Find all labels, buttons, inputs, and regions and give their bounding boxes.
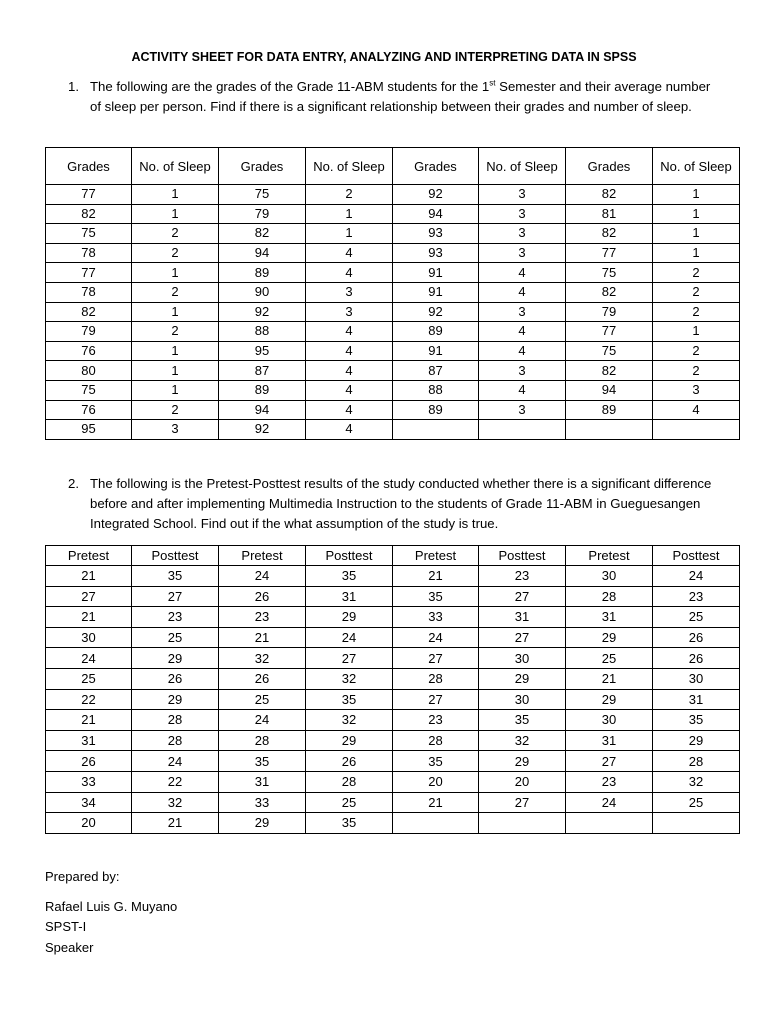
table-cell: 87 bbox=[393, 361, 479, 381]
table-cell: 79 bbox=[219, 204, 306, 224]
table-cell: 22 bbox=[46, 689, 132, 710]
table-row bbox=[46, 792, 740, 813]
column-header: Grades bbox=[46, 148, 132, 185]
table-cell: 25 bbox=[566, 648, 653, 669]
table-cell: 31 bbox=[566, 607, 653, 628]
table-cell: 87 bbox=[219, 361, 306, 381]
table-cell: 21 bbox=[46, 607, 132, 628]
table-row bbox=[46, 185, 740, 205]
table-cell: 2 bbox=[653, 282, 740, 302]
table-cell: 25 bbox=[653, 792, 740, 813]
table-cell: 81 bbox=[566, 204, 653, 224]
table-cell: 35 bbox=[306, 689, 393, 710]
table-cell: 94 bbox=[219, 243, 306, 263]
table-cell: 29 bbox=[219, 813, 306, 834]
table-cell: 26 bbox=[653, 648, 740, 669]
preparer-name: Rafael Luis G. Muyano bbox=[45, 899, 178, 914]
table-cell: 2 bbox=[653, 263, 740, 283]
table-cell: 1 bbox=[132, 263, 219, 283]
table-cell: 25 bbox=[306, 792, 393, 813]
table-cell: 25 bbox=[653, 607, 740, 628]
table-cell: 21 bbox=[46, 566, 132, 587]
table-cell: 23 bbox=[393, 710, 479, 731]
table-cell: 25 bbox=[219, 689, 306, 710]
table-cell: 32 bbox=[306, 668, 393, 689]
table-row bbox=[46, 224, 740, 244]
table-cell: 1 bbox=[653, 204, 740, 224]
table-cell: 26 bbox=[219, 586, 306, 607]
table-cell: 95 bbox=[46, 420, 132, 440]
table-cell bbox=[479, 813, 566, 834]
table-cell: 24 bbox=[393, 627, 479, 648]
table-row bbox=[46, 586, 740, 607]
column-header: Grades bbox=[393, 148, 479, 185]
table-cell: 3 bbox=[306, 302, 393, 322]
table-cell: 2 bbox=[132, 322, 219, 342]
question-1 bbox=[68, 77, 723, 117]
grades-sleep-table bbox=[45, 147, 740, 440]
table-cell: 33 bbox=[393, 607, 479, 628]
pretest-posttest-table bbox=[45, 545, 740, 834]
table-cell: 32 bbox=[219, 648, 306, 669]
table-cell: 28 bbox=[566, 586, 653, 607]
table-cell: 35 bbox=[306, 566, 393, 587]
table-row bbox=[46, 813, 740, 834]
table-cell: 28 bbox=[306, 771, 393, 792]
table-cell: 4 bbox=[306, 322, 393, 342]
table-cell: 75 bbox=[46, 224, 132, 244]
table-cell: 82 bbox=[566, 224, 653, 244]
table-cell: 77 bbox=[566, 243, 653, 263]
table-row bbox=[46, 380, 740, 400]
table-cell: 2 bbox=[653, 302, 740, 322]
table-cell: 26 bbox=[46, 751, 132, 772]
table-cell: 34 bbox=[46, 792, 132, 813]
table-cell: 82 bbox=[219, 224, 306, 244]
table-cell: 4 bbox=[479, 380, 566, 400]
table-cell: 27 bbox=[132, 586, 219, 607]
table-cell: 4 bbox=[479, 341, 566, 361]
table-cell: 28 bbox=[132, 730, 219, 751]
table-cell: 91 bbox=[393, 282, 479, 302]
table-cell: 24 bbox=[132, 751, 219, 772]
table-cell: 21 bbox=[132, 813, 219, 834]
table-cell: 93 bbox=[393, 243, 479, 263]
table-cell: 1 bbox=[653, 322, 740, 342]
column-header: Pretest bbox=[393, 546, 479, 566]
prepared-by-label: Prepared by: bbox=[45, 869, 120, 884]
table-cell: 24 bbox=[46, 648, 132, 669]
table-cell: 78 bbox=[46, 243, 132, 263]
table-cell: 75 bbox=[566, 341, 653, 361]
column-header: No. of Sleep bbox=[132, 148, 219, 185]
table-cell: 27 bbox=[479, 586, 566, 607]
table-cell: 89 bbox=[393, 322, 479, 342]
table-cell: 1 bbox=[132, 380, 219, 400]
table-cell: 24 bbox=[306, 627, 393, 648]
column-header: Posttest bbox=[306, 546, 393, 566]
table-cell: 3 bbox=[479, 204, 566, 224]
table-row bbox=[46, 710, 740, 731]
table-cell: 25 bbox=[46, 668, 132, 689]
table-cell: 88 bbox=[393, 380, 479, 400]
table-cell: 82 bbox=[46, 302, 132, 322]
table-cell: 31 bbox=[566, 730, 653, 751]
table-cell: 31 bbox=[306, 586, 393, 607]
column-header: No. of Sleep bbox=[306, 148, 393, 185]
question-1-text bbox=[90, 77, 723, 117]
table-cell: 79 bbox=[566, 302, 653, 322]
table-cell: 29 bbox=[132, 648, 219, 669]
table-cell: 3 bbox=[479, 224, 566, 244]
table-cell: 3 bbox=[479, 243, 566, 263]
table-cell: 28 bbox=[219, 730, 306, 751]
table-cell: 4 bbox=[306, 263, 393, 283]
page-title: ACTIVITY SHEET FOR DATA ENTRY, ANALYZING AND INTERPRETING DATA IN SPSS bbox=[131, 50, 637, 64]
table-row bbox=[46, 263, 740, 283]
table-cell: 88 bbox=[219, 322, 306, 342]
table-cell: 1 bbox=[132, 302, 219, 322]
table-cell: 95 bbox=[219, 341, 306, 361]
table-cell: 1 bbox=[132, 341, 219, 361]
table-cell: 77 bbox=[566, 322, 653, 342]
table-cell: 28 bbox=[653, 751, 740, 772]
table-cell: 29 bbox=[306, 730, 393, 751]
table-cell: 27 bbox=[393, 689, 479, 710]
table-cell: 27 bbox=[479, 792, 566, 813]
table-cell: 27 bbox=[393, 648, 479, 669]
table-cell: 2 bbox=[306, 185, 393, 205]
table-cell: 4 bbox=[306, 420, 393, 440]
table-cell: 24 bbox=[653, 566, 740, 587]
table-cell: 4 bbox=[479, 263, 566, 283]
table-row bbox=[46, 341, 740, 361]
table-header-row bbox=[46, 148, 740, 185]
column-header: Posttest bbox=[479, 546, 566, 566]
table-cell: 35 bbox=[393, 586, 479, 607]
table-cell: 77 bbox=[46, 263, 132, 283]
table-cell bbox=[566, 813, 653, 834]
table-cell: 82 bbox=[566, 282, 653, 302]
table-row bbox=[46, 361, 740, 381]
table-row bbox=[46, 282, 740, 302]
table-cell: 24 bbox=[566, 792, 653, 813]
table-cell: 92 bbox=[393, 302, 479, 322]
table-cell: 82 bbox=[566, 361, 653, 381]
table-cell: 94 bbox=[393, 204, 479, 224]
table-cell: 29 bbox=[479, 751, 566, 772]
table-cell: 23 bbox=[132, 607, 219, 628]
table-cell: 33 bbox=[46, 771, 132, 792]
table-cell: 80 bbox=[46, 361, 132, 381]
table-cell: 75 bbox=[219, 185, 306, 205]
table-cell: 29 bbox=[479, 668, 566, 689]
table-cell: 1 bbox=[132, 361, 219, 381]
table-cell: 23 bbox=[653, 586, 740, 607]
table-cell: 3 bbox=[479, 302, 566, 322]
table-cell: 75 bbox=[46, 380, 132, 400]
question-1-number: 1. bbox=[68, 79, 79, 94]
table-cell: 26 bbox=[219, 668, 306, 689]
table-cell: 78 bbox=[46, 282, 132, 302]
table-cell: 21 bbox=[46, 710, 132, 731]
question-1-text-b: Semester and their average number of sleep per person. Find if there is a significant relationship between their grades and number of sleep. bbox=[90, 79, 711, 114]
table-cell: 29 bbox=[566, 627, 653, 648]
table-cell: 20 bbox=[479, 771, 566, 792]
question-2-number: 2. bbox=[68, 476, 79, 491]
table-cell: 35 bbox=[219, 751, 306, 772]
preparer-position: SPST-I bbox=[45, 919, 87, 934]
table-cell: 2 bbox=[132, 400, 219, 420]
table-cell: 35 bbox=[132, 566, 219, 587]
column-header: Posttest bbox=[653, 546, 740, 566]
table-cell: 27 bbox=[479, 627, 566, 648]
table-cell: 29 bbox=[132, 689, 219, 710]
table-cell: 93 bbox=[393, 224, 479, 244]
table-cell bbox=[393, 813, 479, 834]
table-cell: 75 bbox=[566, 263, 653, 283]
question-2 bbox=[68, 474, 723, 534]
column-header: Pretest bbox=[46, 546, 132, 566]
table-cell: 23 bbox=[566, 771, 653, 792]
table-cell: 82 bbox=[46, 204, 132, 224]
table-cell: 90 bbox=[219, 282, 306, 302]
table-row bbox=[46, 204, 740, 224]
table-cell: 28 bbox=[132, 710, 219, 731]
table-cell: 30 bbox=[479, 689, 566, 710]
table-cell: 30 bbox=[653, 668, 740, 689]
table-cell: 24 bbox=[219, 566, 306, 587]
column-header: Pretest bbox=[219, 546, 306, 566]
table-cell: 2 bbox=[132, 243, 219, 263]
column-header: Pretest bbox=[566, 546, 653, 566]
table-cell: 35 bbox=[653, 710, 740, 731]
table-header-row bbox=[46, 546, 740, 566]
table-cell: 4 bbox=[479, 322, 566, 342]
table-cell: 92 bbox=[219, 302, 306, 322]
table-cell: 29 bbox=[306, 607, 393, 628]
table-cell: 30 bbox=[566, 566, 653, 587]
table-cell: 76 bbox=[46, 400, 132, 420]
table-cell: 1 bbox=[653, 243, 740, 263]
table-cell: 94 bbox=[566, 380, 653, 400]
table-cell bbox=[479, 420, 566, 440]
table-row bbox=[46, 627, 740, 648]
question-2-text: The following is the Pretest-Posttest results of the study conducted whether there is a significant difference before and after implementing Multimedia Instruction to the students of Grade 11-ABM in Gueguesangen Integrated School. Find out if the what assumption of the study is true. bbox=[90, 476, 712, 531]
table-cell: 21 bbox=[393, 792, 479, 813]
table-cell: 1 bbox=[653, 224, 740, 244]
table-cell: 1 bbox=[306, 204, 393, 224]
table-cell: 27 bbox=[306, 648, 393, 669]
table-cell: 32 bbox=[306, 710, 393, 731]
table-cell: 92 bbox=[393, 185, 479, 205]
table-cell: 26 bbox=[653, 627, 740, 648]
table-cell: 23 bbox=[479, 566, 566, 587]
question-1-text-a: The following are the grades of the Grade 11-ABM students for the 1 bbox=[90, 79, 490, 94]
table-cell: 29 bbox=[653, 730, 740, 751]
table-cell: 35 bbox=[306, 813, 393, 834]
table-cell bbox=[393, 420, 479, 440]
table-cell: 76 bbox=[46, 341, 132, 361]
table-row bbox=[46, 751, 740, 772]
table-cell: 31 bbox=[46, 730, 132, 751]
table-row bbox=[46, 648, 740, 669]
table-cell: 1 bbox=[132, 204, 219, 224]
table-cell: 32 bbox=[653, 771, 740, 792]
table-row bbox=[46, 566, 740, 587]
table-cell: 28 bbox=[393, 668, 479, 689]
table-cell: 4 bbox=[306, 243, 393, 263]
question-1-superscript: st bbox=[489, 78, 496, 88]
table-cell: 2 bbox=[653, 361, 740, 381]
table-row bbox=[46, 322, 740, 342]
table-cell: 26 bbox=[132, 668, 219, 689]
table-cell bbox=[566, 420, 653, 440]
table-cell: 33 bbox=[219, 792, 306, 813]
table-cell: 82 bbox=[566, 185, 653, 205]
column-header: Grades bbox=[219, 148, 306, 185]
table-row bbox=[46, 668, 740, 689]
table-cell bbox=[653, 420, 740, 440]
table-cell: 35 bbox=[393, 751, 479, 772]
column-header: Posttest bbox=[132, 546, 219, 566]
table-cell: 20 bbox=[393, 771, 479, 792]
table-cell: 30 bbox=[479, 648, 566, 669]
table-cell: 3 bbox=[132, 420, 219, 440]
preparer-role: Speaker bbox=[45, 940, 94, 955]
table-cell: 4 bbox=[306, 341, 393, 361]
table-cell: 28 bbox=[393, 730, 479, 751]
table-cell: 2 bbox=[653, 341, 740, 361]
table-cell: 4 bbox=[306, 400, 393, 420]
table-cell: 22 bbox=[132, 771, 219, 792]
table-cell: 30 bbox=[566, 710, 653, 731]
table-row bbox=[46, 730, 740, 751]
table-cell: 1 bbox=[653, 185, 740, 205]
table-cell: 21 bbox=[219, 627, 306, 648]
table-cell: 4 bbox=[306, 361, 393, 381]
table-cell: 79 bbox=[46, 322, 132, 342]
table-cell: 89 bbox=[219, 380, 306, 400]
table-cell: 92 bbox=[219, 420, 306, 440]
table-cell: 21 bbox=[566, 668, 653, 689]
table-cell: 20 bbox=[46, 813, 132, 834]
table-cell: 94 bbox=[219, 400, 306, 420]
table-cell: 31 bbox=[479, 607, 566, 628]
table-cell: 31 bbox=[219, 771, 306, 792]
table-cell: 32 bbox=[132, 792, 219, 813]
table-cell: 89 bbox=[566, 400, 653, 420]
table-cell: 3 bbox=[653, 380, 740, 400]
table-cell: 2 bbox=[132, 224, 219, 244]
table-cell: 1 bbox=[306, 224, 393, 244]
table-cell: 25 bbox=[132, 627, 219, 648]
table-cell: 35 bbox=[479, 710, 566, 731]
table-cell: 32 bbox=[479, 730, 566, 751]
table-cell: 31 bbox=[653, 689, 740, 710]
table-row bbox=[46, 243, 740, 263]
table-cell: 91 bbox=[393, 263, 479, 283]
table-cell: 89 bbox=[393, 400, 479, 420]
table-cell: 30 bbox=[46, 627, 132, 648]
table-row bbox=[46, 400, 740, 420]
table-cell: 21 bbox=[393, 566, 479, 587]
table-cell: 26 bbox=[306, 751, 393, 772]
table-row bbox=[46, 420, 740, 440]
table-cell: 24 bbox=[219, 710, 306, 731]
table-cell: 27 bbox=[566, 751, 653, 772]
table-cell: 4 bbox=[479, 282, 566, 302]
column-header: No. of Sleep bbox=[479, 148, 566, 185]
table-cell: 4 bbox=[653, 400, 740, 420]
table-row bbox=[46, 607, 740, 628]
table-cell: 3 bbox=[479, 361, 566, 381]
table-cell: 3 bbox=[306, 282, 393, 302]
table-cell: 89 bbox=[219, 263, 306, 283]
column-header: Grades bbox=[566, 148, 653, 185]
column-header: No. of Sleep bbox=[653, 148, 740, 185]
table-cell: 29 bbox=[566, 689, 653, 710]
table-cell: 23 bbox=[219, 607, 306, 628]
table-row bbox=[46, 771, 740, 792]
table-cell: 4 bbox=[306, 380, 393, 400]
table-cell: 27 bbox=[46, 586, 132, 607]
table-cell: 3 bbox=[479, 400, 566, 420]
table-cell: 2 bbox=[132, 282, 219, 302]
table-row bbox=[46, 302, 740, 322]
table-cell: 3 bbox=[479, 185, 566, 205]
table-row bbox=[46, 689, 740, 710]
table-cell: 77 bbox=[46, 185, 132, 205]
table-cell: 1 bbox=[132, 185, 219, 205]
table-cell: 91 bbox=[393, 341, 479, 361]
table-cell bbox=[653, 813, 740, 834]
